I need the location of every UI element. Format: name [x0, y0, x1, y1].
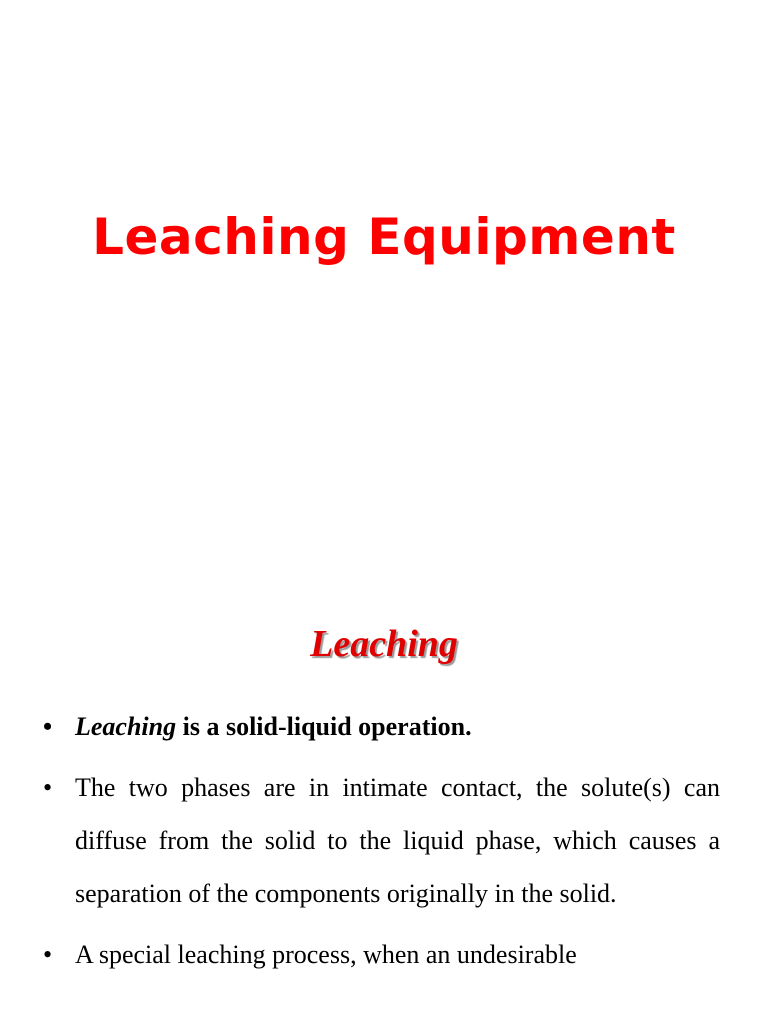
bullet-icon: •	[43, 712, 53, 741]
bullet-text: The two phases are in intimate contact, the solute(s) can diffuse from the solid to the liquid phase, which causes a separation of the components originally in the solid.	[75, 773, 720, 908]
slide-title: Leaching Equipment	[92, 208, 676, 266]
bullet-item	[43, 700, 720, 753]
section-heading: Leaching	[310, 623, 458, 665]
bullet-item	[43, 761, 720, 920]
bullet-text: is a solid-liquid operation.	[176, 712, 472, 741]
bullet-list	[0, 700, 768, 981]
bullet-emphasis: Leaching	[75, 712, 177, 741]
bullet-icon: •	[43, 773, 53, 802]
bullet-item	[43, 928, 720, 981]
bullet-icon: •	[43, 940, 53, 969]
bullet-text: A special leaching process, when an undesirable	[75, 940, 577, 969]
